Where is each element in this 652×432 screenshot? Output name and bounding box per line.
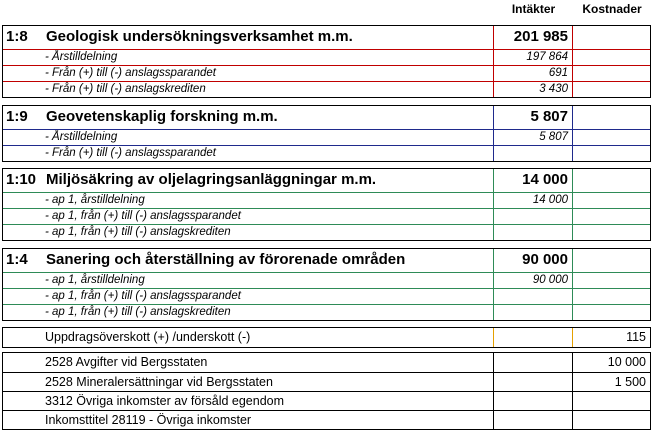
- row-kostnader: [573, 273, 650, 288]
- section-kostnader: [573, 106, 650, 129]
- section-1-9: [2, 105, 651, 162]
- header-kostnader: Kostnader: [582, 2, 642, 16]
- section-1-4: [2, 248, 651, 321]
- row-intakter: 5 807: [494, 130, 573, 145]
- row-intakter: [494, 328, 573, 347]
- row-label: - ap 1, från (+) till (-) anslagssparandet: [3, 209, 494, 224]
- row-intakter: [494, 353, 573, 372]
- table-row: [3, 224, 650, 240]
- table-row: [3, 208, 650, 224]
- section-title-row: [3, 249, 650, 272]
- row-kostnader: [573, 193, 650, 208]
- section-title: Miljösäkring av oljelagringsanläggningar m.m.: [46, 171, 377, 188]
- section-title-row: [3, 26, 650, 49]
- row-intakter: [494, 373, 573, 391]
- section-intakter: 90 000: [494, 249, 573, 272]
- row-intakter: [494, 305, 573, 320]
- section-kostnader: [573, 169, 650, 192]
- row-intakter: 691: [494, 66, 573, 81]
- table-row: [3, 129, 650, 145]
- row-intakter: 90 000: [494, 273, 573, 288]
- row-label: 2528 Mineralersättningar vid Bergsstaten: [3, 373, 494, 391]
- row-kostnader: [573, 225, 650, 240]
- section-title-row: [3, 169, 650, 192]
- table-row: [3, 192, 650, 208]
- row-label: - Från (+) till (-) anslagssparandet: [3, 66, 494, 81]
- row-label: - ap 1, från (+) till (-) anslagskrediten: [3, 305, 494, 320]
- table-row: [3, 288, 650, 304]
- row-intakter: 3 430: [494, 82, 573, 97]
- row-kostnader: 1 500: [614, 375, 646, 389]
- row-kostnader: [573, 411, 650, 429]
- row-intakter: [494, 146, 573, 161]
- row-intakter: [494, 209, 573, 224]
- section-intakter: 14 000: [494, 169, 573, 192]
- table-row: [3, 81, 650, 97]
- section-kostnader: [573, 249, 650, 272]
- table-row: [3, 65, 650, 81]
- row-label: - ap 1, årstilldelning: [3, 193, 494, 208]
- section-code: 1:10: [6, 171, 37, 188]
- row-label: - ap 1, från (+) till (-) anslagssparandet: [3, 289, 494, 304]
- section-code: 1:4: [6, 251, 28, 268]
- row-kostnader: [573, 146, 650, 161]
- row-label: Uppdragsöverskott (+) /underskott (-): [3, 328, 494, 347]
- row-intakter: 197 864: [494, 50, 573, 65]
- uppdrag-block: [2, 327, 651, 348]
- row-kostnader: [573, 66, 650, 81]
- table-row: [3, 49, 650, 65]
- section-intakter: 201 985: [494, 26, 573, 49]
- section-code: 1:9: [6, 108, 28, 125]
- section-title: Geovetenskaplig forskning m.m.: [46, 108, 278, 125]
- section-title: Geologisk undersökningsverksamhet m.m.: [46, 28, 353, 45]
- row-label: Inkomsttitel 28119 - Övriga inkomster: [3, 411, 494, 429]
- section-code: 1:8: [6, 28, 28, 45]
- row-kostnader: [573, 130, 650, 145]
- table-row: [3, 391, 650, 410]
- row-kostnader: 115: [626, 330, 646, 344]
- row-kostnader: [573, 392, 650, 410]
- row-label: - Från (+) till (-) anslagssparandet: [3, 146, 494, 161]
- table-row: [3, 145, 650, 161]
- row-kostnader: [573, 50, 650, 65]
- row-kostnader: [573, 82, 650, 97]
- row-intakter: [494, 411, 573, 429]
- row-label: - Årstilldelning: [3, 50, 494, 65]
- section-1-8: [2, 25, 651, 98]
- row-label: - Från (+) till (-) anslagskrediten: [3, 82, 494, 97]
- row-label: 3312 Övriga inkomster av försåld egendom: [3, 392, 494, 410]
- section-title-row: [3, 106, 650, 129]
- inkomster-block: [2, 352, 651, 430]
- table-row: [3, 272, 650, 288]
- row-kostnader: 10 000: [607, 355, 646, 369]
- row-kostnader: [573, 305, 650, 320]
- table-row: [3, 372, 650, 391]
- section-intakter: 5 807: [494, 106, 573, 129]
- row-intakter: [494, 225, 573, 240]
- section-title: Sanering och återställning av förorenade områden: [46, 251, 406, 268]
- table-row: [3, 353, 650, 372]
- row-label: - ap 1, årstilldelning: [3, 273, 494, 288]
- table-row: [3, 304, 650, 320]
- header-intakter: Intäkter: [511, 2, 556, 16]
- row-intakter: [494, 392, 573, 410]
- row-label: - Årstilldelning: [3, 130, 494, 145]
- table-row: [3, 328, 650, 347]
- row-kostnader: [573, 209, 650, 224]
- row-label: - ap 1, från (+) till (-) anslagskrediten: [3, 225, 494, 240]
- row-intakter: 14 000: [494, 193, 573, 208]
- row-label: 2528 Avgifter vid Bergsstaten: [3, 353, 494, 372]
- section-1-10: [2, 168, 651, 241]
- section-kostnader: [573, 26, 650, 49]
- table-row: [3, 410, 650, 429]
- row-kostnader: [573, 289, 650, 304]
- row-intakter: [494, 289, 573, 304]
